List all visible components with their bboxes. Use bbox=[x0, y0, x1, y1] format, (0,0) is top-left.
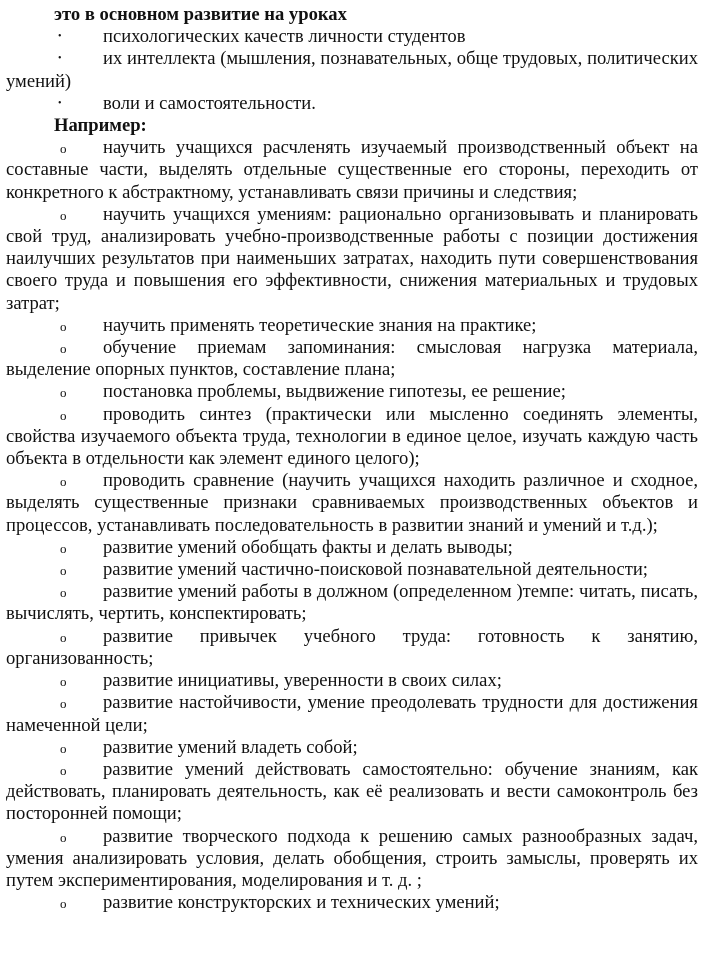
example-item bbox=[6, 892, 698, 914]
circle-marker: o bbox=[60, 474, 67, 490]
example-item bbox=[6, 315, 698, 337]
bullet-item bbox=[6, 48, 698, 92]
circle-marker: o bbox=[60, 318, 67, 334]
circle-marker: o bbox=[60, 762, 67, 778]
example-item bbox=[6, 204, 698, 315]
bullet-text: их интеллекта (мышления, познавательных, обще трудовых, политических умений) bbox=[6, 48, 698, 92]
example-text: обучение приемам запоминания: смысловая нагрузка материала, выделение опорных пунктов, составление плана; bbox=[6, 337, 698, 381]
example-text: развитие инициативы, уверенности в своих силах; bbox=[103, 670, 502, 692]
circle-marker: o bbox=[60, 629, 67, 645]
example-item bbox=[6, 137, 698, 204]
example-text: научить учащихся расчленять изучаемый производственный объект на составные части, выделять отдельные существенные его стороны, переходить от конкретного к абстрактному, устанавливать связи причины и следствия; bbox=[6, 137, 698, 203]
example-text: научить применять теоретические знания на практике; bbox=[103, 314, 537, 336]
example-text: развитие творческого подхода к решению самых разнообразных задач, умения анализировать условия, делать обобщения, строить замыслы, проверять их путем экспериментирования, моделирования и т. д. ; bbox=[6, 825, 698, 891]
bullet-item bbox=[6, 26, 698, 48]
example-item bbox=[6, 759, 698, 826]
example-text: развитие конструкторских и технических умений; bbox=[103, 892, 500, 914]
example-text: развитие настойчивости, умение преодолевать трудности для достижения намеченной цели; bbox=[6, 692, 698, 736]
circle-marker: o bbox=[60, 563, 67, 579]
bullet-list bbox=[6, 26, 698, 115]
example-item bbox=[6, 626, 698, 670]
example-item bbox=[6, 381, 698, 403]
example-text: проводить сравнение (научить учащихся находить различное и сходное, выделять существенные признаки сравниваемых производственных объектов и процессов, устанавливать последовательность в развитии знаний и умений и т.д.); bbox=[6, 470, 698, 536]
example-item bbox=[6, 692, 698, 736]
example-item bbox=[6, 737, 698, 759]
example-item bbox=[6, 470, 698, 537]
example-item bbox=[6, 559, 698, 581]
bullet-marker: • bbox=[58, 97, 62, 109]
circle-marker: o bbox=[60, 141, 67, 157]
example-text: развитие умений работы в должном (определенном )темпе: читать, писать, вычислять, чертить, конспектировать; bbox=[6, 581, 698, 625]
example-text: развитие умений частично-поисковой познавательной деятельности; bbox=[103, 559, 648, 581]
circle-marker: o bbox=[60, 341, 67, 357]
example-item bbox=[6, 537, 698, 559]
bullet-marker: • bbox=[58, 53, 62, 65]
circle-marker: o bbox=[60, 829, 67, 845]
example-text: развитие умений действовать самостоятельно: обучение знаниям, как действовать, планировать деятельность, как её реализовать и вести самоконтроль без посторонней помощи; bbox=[6, 758, 698, 825]
circle-marker: o bbox=[60, 407, 67, 423]
circle-marker: o bbox=[60, 696, 67, 712]
circle-marker: o bbox=[60, 674, 67, 690]
bullet-marker: • bbox=[58, 31, 62, 43]
bullet-text: воли и самостоятельности. bbox=[103, 92, 316, 114]
example-heading: Например: bbox=[54, 115, 147, 137]
circle-marker: o bbox=[60, 585, 67, 601]
example-list bbox=[6, 137, 698, 914]
example-item bbox=[6, 581, 698, 625]
example-text: развитие умений владеть собой; bbox=[103, 736, 358, 758]
example-text: развитие умений обобщать факты и делать выводы; bbox=[103, 536, 513, 558]
example-text: проводить синтез (практически или мысленно соединять элементы, свойства изучаемого объекта труда, технологии в единое целое, изучать каждую часть объекта в отдельности как элемент единого целого); bbox=[6, 403, 698, 470]
bullet-text: психологических качеств личности студентов bbox=[103, 26, 466, 48]
circle-marker: o bbox=[60, 540, 67, 556]
example-item bbox=[6, 404, 698, 471]
circle-marker: o bbox=[60, 896, 67, 912]
example-text: научить учащихся умениям: рационально организовывать и планировать свой труд, анализировать учебно-производственные работы с позиции достижения наилучших результатов при наименьших затратах, находить пути совершенствования своего труда и повышения его эффективности, снижения материальных и трудовых затрат; bbox=[6, 203, 698, 314]
example-text: постановка проблемы, выдвижение гипотезы, ее решение; bbox=[103, 381, 566, 403]
example-text: развитие привычек учебного труда: готовность к занятию, организованность; bbox=[6, 625, 698, 669]
document-page bbox=[6, 4, 698, 914]
bullet-item bbox=[6, 93, 698, 115]
example-item bbox=[6, 670, 698, 692]
circle-marker: o bbox=[60, 740, 67, 756]
example-item bbox=[6, 337, 698, 381]
circle-marker: o bbox=[60, 207, 67, 223]
circle-marker: o bbox=[60, 385, 67, 401]
example-item bbox=[6, 826, 698, 893]
section-heading: это в основном развитие на уроках bbox=[54, 4, 347, 25]
